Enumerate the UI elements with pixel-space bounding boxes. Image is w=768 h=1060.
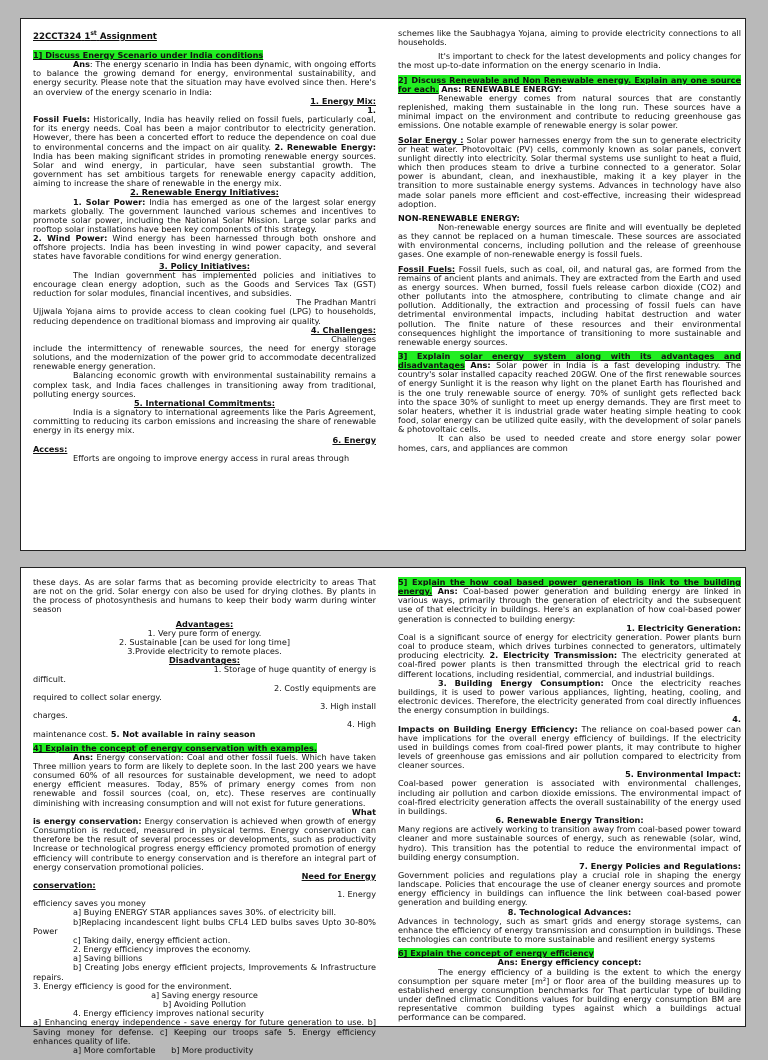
disadvantage-2-cont: required to collect solar energy. xyxy=(33,691,162,702)
disadvantage-4: 4. High xyxy=(346,719,376,730)
title-number: 1 xyxy=(84,31,91,42)
page2-left-column xyxy=(33,578,376,1060)
solar-energy-text: Solar power harnesses energy from the sun to generate electricity or heat water. Photovoltaic (PV) cells, commonly known as solar panels, convert sunlight directly into electricity. Solar thermal systems use sunlight to heat a fluid, which then produces steam to drive a turbine connected to a generator. Solar power is abundant, clean, and inexhaustible, making it a key player in the transition to more sustainable energy systems. Advances in technology have also made solar panels more efficient and cost-effective, increasing their widespread adoption. xyxy=(398,134,741,209)
need-5b: b] More productivity xyxy=(171,1044,254,1055)
need-1b: b]Replacing incandescent light bulbs CFL4 LED bulbs saves Upto 30-80% Power xyxy=(33,916,376,936)
question-2-heading: 2]_Discuss Renewable and Non Renewable energy. Explain any one source for each. xyxy=(398,74,741,94)
question-3-heading: 3] Explain solar energy system along with its advantages and disadvantages xyxy=(398,351,741,371)
document-page-1 xyxy=(20,18,746,551)
technological-advances-text: Advances in technology, such as smart grids and energy storage systems, can enhance the efficiency of energy transmission and consumption in buildings. These technologies can contribute to more sustainable and resilient energy systems xyxy=(398,915,741,945)
impacts-heading: Impacts on Building Energy Efficiency: xyxy=(398,723,578,734)
need-item-5: 5. xyxy=(288,1026,296,1037)
non-renewable-text: Non-renewable energy sources are finite and will eventually be depleted as they cannot be replaced on a human timescale. These sources are associated with environmental concerns, including pollution and the release of greenhouse gases. One example of non-renewable energy is fossil fuels. xyxy=(398,221,741,260)
check-text: It's important to check for the latest developments and policy changes for the most up-to-date information on the energy scenario in India. xyxy=(398,51,741,71)
answer-label: Ans xyxy=(73,59,90,70)
question-2 xyxy=(398,76,741,131)
q5-answer-label: Ans: xyxy=(437,586,458,597)
disadvantage-3-cont: charges. xyxy=(33,710,68,721)
wind-power-text: Wind energy has been harnessed through both onshore and offshore projects. India has been investing in wind power capacity, and several states have favorable conditions for wind energy generation. xyxy=(33,233,376,262)
advantages-heading: Advantages: xyxy=(175,618,234,629)
question-3 xyxy=(398,352,741,453)
need-1a: a] Buying ENERGY STAR appliances saves 30%. of electricity bill. xyxy=(73,907,337,918)
disadvantage-2: 2. Costly equipments are xyxy=(274,682,376,693)
disadvantage-4-cont: maintenance cost. xyxy=(33,728,109,739)
disadvantage-3: 3. High install xyxy=(320,701,376,712)
q6-text: The energy efficiency of a building is the extent to which the energy consumption per square meter [m²] or floor area of the building measures up to established energy consumption benchmarks for That particular type of building under defined climatic Conditions values for building energy consumption BM are representative common building types against which a buildings actual performance can be compared. xyxy=(398,966,741,1023)
need-item-1: 1. Energy xyxy=(337,889,376,900)
question-1 xyxy=(33,51,376,463)
title-superscript: st xyxy=(90,30,97,37)
advantage-1: 1. Very pure form of energy. xyxy=(147,627,262,638)
environmental-impact-text: Coal-based power generation is associated with environmental challenges, including air pollution and carbon dioxide emissions. The environmental impact of coal-fired electricity generation affects the overall sustainability of the energy used in buildings. xyxy=(398,778,741,816)
international-text: India is a signatory to international agreements like the Paris Agreement, committing to reducing its carbon emissions and increasing the share of renewable energy in its energy mix. xyxy=(33,407,376,436)
solar-power-label: 1. Solar Power: xyxy=(73,196,146,207)
technological-advances-heading: 8. Technological Advances: xyxy=(507,906,632,917)
need-3b: b] Avoiding Pollution xyxy=(162,999,247,1010)
question-5-heading: 5] Explain the how coal based power generation is link to the building energy. xyxy=(398,577,741,597)
need-heading-cont: conservation: xyxy=(33,880,96,890)
renewable-definition: Renewable energy comes from natural sources that are constantly replenished, making them sustainable in the long run. These sources have a minimal impact on the environment and contribute to reducing greenhouse gas emissions. One notable example of renewable energy is solar power. xyxy=(398,92,741,131)
advantage-2: 2. Sustainable [can be used for long time] xyxy=(118,636,291,647)
need-item-1-cont: efficiency saves you money xyxy=(33,898,146,909)
what-is-heading-cont: is energy conservation: xyxy=(33,815,142,826)
need-4c: c] Keeping our troops safe xyxy=(159,1026,282,1037)
continued-text: schemes like the Saubhagya Yojana, aiming to provide electricity connections to all households. xyxy=(398,28,741,48)
electricity-transmission-text: The electricity generated at coal-fired power plants is then transmitted through the electrical grid to reach different locations, including residential, commercial, and industrial buildings. xyxy=(398,650,741,679)
ujjwala-lead: The Pradhan Mantri xyxy=(296,297,376,308)
document-page-2 xyxy=(20,567,746,1055)
fossil-fuels-label-2: Fossil Fuels: xyxy=(398,263,456,274)
building-consumption-heading: 3. Building Energy Consumption: xyxy=(438,677,604,688)
energy-access-heading-cont: Access: xyxy=(33,443,68,454)
need-2a: a] Saving billions xyxy=(73,953,143,964)
energy-policies-text: Government policies and regulations play a crucial role in shaping the energy landscape. Policies that encourage the use of cleaner energy sources and promote energy efficiency in buildings can influence the link between coal-based power generation and building energy. xyxy=(398,870,741,908)
need-heading: Need for Energy xyxy=(301,870,376,881)
question-6-heading: 6] Explain the concept of energy efficiency xyxy=(398,948,594,959)
electricity-generation-text: Coal is a significant source of energy for electricity generation. Power plants burn coal to produce steam, which drives turbines connected to generators, ultimately producing electricity. xyxy=(398,631,741,661)
electricity-transmission-heading: 2. Electricity Transmission: xyxy=(489,650,618,661)
disadvantage-1: 1. Storage of huge quantity of energy is xyxy=(213,664,376,675)
continued-text-2: these days. As are solar farms that as becoming provide electricity to areas That are not on the grid. Solar energy con also be used for drying clothes. By plants in the process of photosynthesis and humans to keep their body warm during winter season xyxy=(33,577,376,615)
page1-right-column xyxy=(398,29,741,458)
item-4-number: 4. xyxy=(732,714,741,725)
need-4a: a] Enhancing energy independence - save energy for future generation to use. xyxy=(33,1017,365,1028)
q3-text-2: It can also be used to needed create and store energy solar power homes, cars, and appliances are common xyxy=(398,433,741,453)
wind-power-label: 2. Wind Power: xyxy=(33,233,108,244)
disadvantage-1-cont: difficult. xyxy=(33,673,66,684)
question-4-heading: 4] Explain the concept of energy conservation with examples. xyxy=(33,742,317,753)
question-6 xyxy=(398,949,741,1022)
solar-power-text: India has emerged as one of the largest solar energy markets globally. The government launched various schemes and incentives to promote solar power, including the National Solar Mission. Large solar parks and rooftop solar installations have been key components of this strategy. xyxy=(33,196,376,234)
title-text: Assignment xyxy=(99,31,157,42)
environmental-impact-heading: 5. Environmental Impact: xyxy=(625,769,741,780)
challenges-word: Challenges xyxy=(331,333,376,344)
energy-mix-heading: 1. Energy Mix: xyxy=(310,95,376,106)
renewable-transition-text: Many regions are actively working to transition away from coal-based power toward cleaner and more sustainable sources of energy, such as renewable (solar, wind, hydro). This transition has the potential to reduce the environmental impact of building energy consumption. xyxy=(398,824,741,862)
international-commitments-heading: 5. International Commitments: xyxy=(133,397,276,408)
building-consumption-text: Once the electricity reaches buildings, it is used to power various appliances, lighting, heating, cooling, and electronic devices. Therefore, the electricity generated from coal directly influences the energy consumption in buildings. xyxy=(398,677,741,716)
need-5a: a] More comfortable xyxy=(73,1044,156,1055)
renewable-initiatives-heading: 2. Renewable Energy Initiatives: xyxy=(130,187,279,198)
need-1c: c] Taking daily, energy efficient action. xyxy=(73,934,231,945)
disadvantages-heading: Disadvantages: xyxy=(168,655,240,666)
need-4b: b] Saving money for defense. xyxy=(33,1017,376,1037)
renewable-energy-label: 2. Renewable Energy: xyxy=(274,141,376,152)
q1-intro: : The energy scenario in India has been dynamic, with ongoing efforts to balance the growing demand for energy, environmental sustainability, and energy security. Please note that the situation may have evolved since then. Here's an overview of the energy scenario in India: xyxy=(33,59,376,97)
energy-policies-heading: 7. Energy Policies and Regulations: xyxy=(579,860,741,871)
fossil-fuels-text: Historically, India has heavily relied on fossil fuels, particularly coal, for its energy needs. Coal has been a major contributor to electricity generation. However, there has been a concerted effort to reduce the dependence on coal due to environmental concerns and the impact on air quality. xyxy=(33,114,376,152)
need-2b: b] Creating Jobs energy efficient projects, Improvements & Infrastructure repairs. xyxy=(33,962,376,982)
fossil-fuels-text-2: Fossil fuels, such as coal, oil, and natural gas, are formed from the remains of ancient plants and animals. They are extracted from the Earth and used as energy sources. When burned, fossil fuels release carbon dioxide (CO2) and other pollutants into the atmosphere, contributing to climate change and air pollution. Additionally, the extraction and processing of fossil fuels can have detrimental environmental impacts, including habitat destruction and water pollution. The finite nature of these resources and their environmental consequences highlight the importance of transitioning to more sustainable and renewable energy sources. xyxy=(398,263,741,347)
page2-right-column xyxy=(398,578,741,1028)
course-code: 22CCT324 xyxy=(33,31,82,42)
q4-text: Energy conservation: Coal and other fossil fuels. Which have taken Three million years to form are likely to deplete soon. In the last 200 years we have consumed 60% of all resources for sustainable development, we need to adopt energy efficient measures. Today, 85% of primary energy comes from non renewable and fossil sources (coal, on, etc). These reserves are continually diminishing with increasing consumption and will not exist for future generations. xyxy=(33,751,376,808)
electricity-generation-heading: 1. Electricity Generation: xyxy=(626,622,741,633)
need-3a: a] Saving energy resource xyxy=(151,989,258,1000)
q6-answer-label: Ans: Energy efficiency concept: xyxy=(497,957,642,968)
impacts-text: The reliance on coal-based power can have implications for the overall energy efficiency of buildings. If the electricity used in buildings comes from coal-fired power plants, it may contribute to higher levels of greenhouse gas emissions and air pollution compared to electricity from cleaner sources. xyxy=(398,723,742,771)
what-is-text: Energy conservation is achieved when growth of energy Consumption is reduced, measured in physical terms. Energy conservation can therefore be the result of several processes or developments, such as productivity Increase or technological progress energy efficiency promoted promotion of energy efficiency will contribute to energy conservation and is therefore an integral part of energy conservation promotional policies. xyxy=(33,815,376,872)
q3-answer-label: Ans: xyxy=(470,360,491,371)
question-4 xyxy=(33,744,376,1055)
energy-access-text: Efforts are ongoing to improve energy access in rural areas through xyxy=(73,452,350,463)
advantage-3: 3.Provide electricity to remote places. xyxy=(127,646,282,657)
what-is-heading: What xyxy=(351,806,376,817)
solar-energy-label: Solar Energy : xyxy=(398,134,464,145)
q2-answer-label: Ans: RENEWABLE ENERGY: xyxy=(441,83,563,94)
disadvantage-5: 5. Not available in rainy season xyxy=(110,728,256,739)
need-item-4: 4. Energy efficiency improves national security xyxy=(73,1008,264,1019)
policy-text: The Indian government has implemented policies and initiatives to encourage clean energy adoption, such as the Goods and Services Tax (GST) reduction for solar modules, financial incentives, and subsidies. xyxy=(33,269,376,299)
q3-text: Solar power in India is a fast developing industry. The country's solar installed capacity reached 20GW. One of the first renewable sources of energy Sunlight it is the reason why light on the planet Earth has flourished and is the one truly renewable source of energy. 70% of sunlight gets reflected back into the space 30% of sunlight to meet up energy demands. They are first meet to solar heaters, whether it is industrial grade water heating simple heating to cook food, solar energy can be utilized quite easily, with the development of solar panels & photovoltaic cells. xyxy=(398,360,741,435)
item-number: 1. xyxy=(367,104,376,115)
policy-initiatives-heading: 3. Policy Initiatives: xyxy=(159,260,250,271)
assignment-title xyxy=(33,29,376,42)
fossil-fuels-label: Fossil Fuels: xyxy=(33,114,90,125)
challenges-heading: 4. Challenges: xyxy=(310,324,376,335)
need-item-5-cont: Energy efficiency enhances quality of life. xyxy=(33,1026,376,1046)
non-renewable-heading: NON-RENEWABLE ENERGY: xyxy=(398,212,520,223)
balancing-text: Balancing economic growth with environmental sustainability remains a complex task, and India faces challenges in transitioning away from traditional, polluting energy sources. xyxy=(33,370,376,399)
renewable-energy-text: India has been making significant strides in promoting renewable energy sources. Solar and wind energy, in particular, have seen substantial growth. The government has set ambitious targets for renewable energy capacity addition, aiming to increase the share of renewable in the energy mix. xyxy=(33,150,376,189)
ujjwala-text: Ujjwala Yojana aims to provide access to clean cooking fuel (LPG) to households, reducing dependence on traditional biomass and improving air quality. xyxy=(33,306,376,326)
page1-left-column xyxy=(33,29,376,468)
question-1-heading: 1] Discuss Energy Scenario under India conditions xyxy=(33,50,264,61)
challenges-text: include the intermittency of renewable sources, the need for energy storage solutions, and the modernization of the power grid to accommodate decentralized renewable energy generation. xyxy=(33,343,376,372)
question-5 xyxy=(398,578,741,944)
advantages-section xyxy=(33,620,376,739)
q4-answer-label: Ans: xyxy=(73,751,94,762)
need-item-2: 2. Energy efficiency improves the economy. xyxy=(73,944,251,955)
renewable-transition-heading: 6. Renewable Energy Transition: xyxy=(495,815,644,826)
q5-text: Coal-based power generation and building energy are linked in various ways, primarily through the generation of electricity and the subsequent use of that electricity in buildings. Here's an explanation of how coal-based power generation is connected to building energy: xyxy=(398,586,741,624)
energy-access-heading: 6. Energy xyxy=(332,434,376,445)
need-item-3: 3. Energy efficiency is good for the environment. xyxy=(33,980,232,991)
